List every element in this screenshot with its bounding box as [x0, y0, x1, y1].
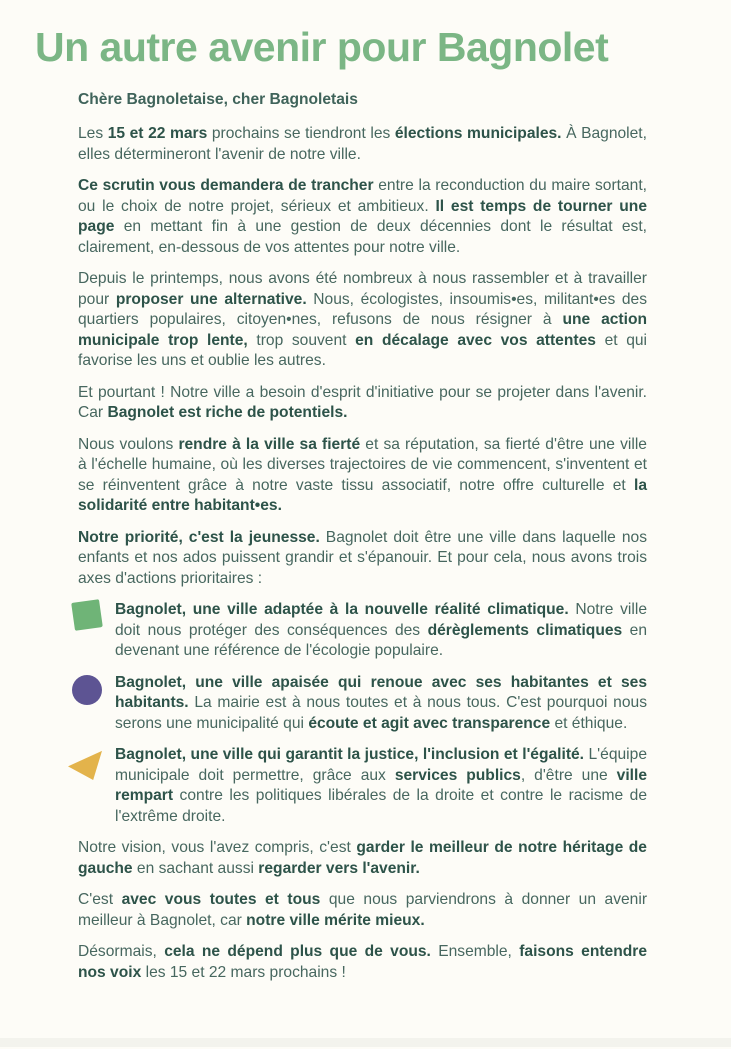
body-text: Bagnolet doit être une ville dans laquelle nos enfants et nos ados puissent grandir et s'épanouir. Et pour cela, nous avons trois axes d'actions prioritaires : [78, 528, 647, 587]
emphasized-text: Bagnolet, une ville adaptée à la nouvelle réalité climatique. [115, 601, 569, 618]
body-text: et qui favorise les uns et oublie les autres. [78, 331, 648, 369]
body-text: prochains se tiendront les [207, 125, 395, 142]
paragraph [78, 124, 647, 165]
paragraph [78, 528, 647, 590]
body-text: C'est [78, 891, 122, 908]
body-text: et éthique. [550, 714, 628, 732]
emphasized-text: faisons entendre nos voix [78, 943, 647, 981]
emphasized-text: rendre à la ville sa fierté [178, 435, 361, 453]
emphasized-text: cela ne dépend plus que de vous. [164, 943, 431, 960]
emphasized-text: Bagnolet, une ville qui garantit la justice, l'inclusion et l'égalité. [115, 746, 585, 763]
emphasized-text: proposer une alternative. [115, 290, 307, 308]
emphasized-text: Bagnolet est riche de potentiels. [107, 404, 348, 421]
body-text: trop souvent [247, 331, 356, 349]
bullet-item [78, 673, 647, 735]
body-text: Nous voulons [78, 435, 179, 453]
bullet-item [78, 745, 647, 827]
body-text: , d'être une [520, 766, 617, 784]
document-blocks [78, 124, 647, 983]
body-text: Les [78, 125, 108, 142]
emphasized-text: en décalage avec vos attentes [355, 331, 596, 349]
body-text: Notre ville doit nous protéger des conséquences des [115, 601, 647, 639]
emphasized-text: Bagnolet, une ville apaisée qui renoue avec ses habitantes et ses habitants. [115, 673, 647, 711]
body-text: entre la reconduction du maire sortant, ou le choix de notre projet, sérieux et ambitieux. [78, 177, 648, 215]
emphasized-text: notre ville mérite mieux. [246, 911, 425, 929]
paragraph [78, 269, 647, 372]
body-text: Nous, écologistes, insoumis•es, militant•es des quartiers populaires, citoyen•nes, refusons de nous résigner à [78, 290, 648, 328]
emphasized-text: Il est temps de tourner une page [78, 197, 647, 235]
body-text: en sachant aussi [132, 859, 259, 877]
yellow-triangle-icon [68, 749, 102, 780]
body-text: L'équipe municipale doit permettre, grâce aux [115, 746, 647, 784]
emphasized-text: 15 et 22 mars [107, 125, 208, 142]
body-text: À Bagnolet, elles détermineront l'avenir de notre ville. [78, 125, 647, 163]
body-text: que nous parviendrons à donner un avenir meilleur à Bagnolet, car [78, 891, 648, 929]
body-text: contre les politiques libérales de la droite et contre le racisme de l'extrême droite. [115, 787, 647, 825]
page-bottom-edge-band [0, 1038, 731, 1047]
body-text: en devenant une référence de l'écologie populaire. [115, 621, 647, 659]
purple-circle-icon [72, 675, 102, 705]
emphasized-text: ville rempart [115, 766, 648, 804]
emphasized-text: Notre priorité, c'est la jeunesse. [78, 528, 320, 546]
paragraph [78, 435, 647, 517]
emphasized-text: dérèglements climatiques [427, 621, 623, 639]
green-square-icon [71, 599, 103, 631]
body-text: Notre vision, vous l'avez compris, c'est [78, 839, 357, 856]
emphasized-text: regarder vers l'avenir. [258, 859, 420, 877]
body-text: Désormais, [78, 943, 165, 960]
emphasized-text: Ce scrutin vous demandera de trancher [78, 177, 374, 194]
body-text: et sa réputation, sa fierté d'être une ville à l'échelle humaine, où les diverses trajectoires de vie commencent, s'inventent et se réinventent grâce à notre vaste tissu associatif, notre offre culturelle et [78, 435, 647, 494]
bullet-item [78, 600, 647, 662]
page-title: Un autre avenir pour Bagnolet [35, 24, 609, 70]
body-text: Ensemble, [430, 943, 520, 960]
paragraph [78, 838, 647, 879]
body-text: La mairie est à nous toutes et à nous tous. C'est pourquoi nous serons une municipalité qui [115, 694, 647, 732]
emphasized-text: écoute et agit avec transparence [308, 714, 551, 732]
paragraph [78, 176, 647, 258]
body-text: en mettant fin à une gestion de deux décennies dont le résultat est, clairement, en-dessous de vos attentes pour notre ville. [78, 218, 647, 256]
paragraph [78, 383, 647, 424]
body-text: Et pourtant ! Notre ville a besoin d'esprit d'initiative pour se projeter dans l'avenir. Car [78, 383, 647, 421]
paragraph [78, 942, 647, 983]
emphasized-text: services publics [394, 766, 521, 784]
emphasized-text: la solidarité entre habitant•es. [78, 476, 647, 514]
paragraph [78, 890, 647, 931]
emphasized-text: garder le meilleur de notre héritage de gauche [78, 839, 647, 877]
emphasized-text: élections municipales. [394, 125, 562, 142]
emphasized-text: une action municipale trop lente, [78, 311, 647, 349]
emphasized-text: avec vous toutes et tous [121, 891, 321, 908]
body-text: les 15 et 22 mars prochains ! [141, 963, 346, 981]
body-text: Depuis le printemps, nous avons été nombreux à nous rassembler et à travailler pour [78, 270, 647, 308]
document-body [78, 90, 647, 983]
greeting-line: Chère Bagnoletaise, cher Bagnoletais [78, 91, 358, 108]
